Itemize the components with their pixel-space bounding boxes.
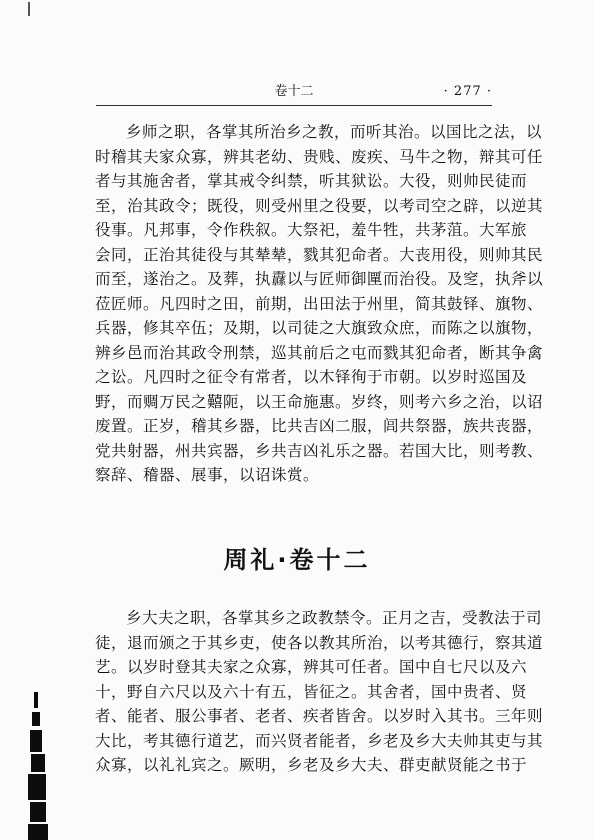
text-line: 野，而赒万民之囏阨，以王命施惠。岁终，则考六乡之治，以诏 (95, 392, 544, 411)
text-line: 众寡，以礼礼宾之。厥明，乡老及乡大夫、群吏献贤能之书于 (95, 756, 528, 774)
section-title: 周礼·卷十二 (223, 546, 371, 574)
text-line: 者与其施舍者，掌其戒令纠禁，听其狱讼。大役，则帅民徒而 (95, 172, 528, 190)
scan-edge-artifact (28, 692, 50, 840)
text-line: 乡大夫之职，各掌其乡之政教禁令。正月之吉，受教法于司 (126, 609, 543, 627)
text-line: 至，治其政令；既役，则受州里之役要，以考司空之辟，以逆其 (95, 196, 544, 215)
text-line: 大比，考其德行道艺，而兴贤者能者，乡老及乡大夫帅其吏与其 (95, 731, 544, 750)
text-line: 兵器，修其卒伍；及期，以司徒之大旗致众庶，而陈之以旗物， (95, 319, 544, 337)
text-line: 徒，退而颁之于其乡吏，使各以教其所治，以考其德行，察其道 (95, 633, 544, 652)
text-line: 者、能者、服公事者、老者、疾者皆舍。以岁时入其书。三年则 (95, 707, 544, 725)
text-line: 役事。凡邦事，令作秩叙。大祭祀，羞牛牲，共茅菹。大军旅 (95, 221, 528, 239)
text-line: 辨乡邑而治其政令刑禁，巡其前后之屯而戮其犯命者，断其争禽 (95, 343, 544, 362)
text-line: 而至，遂治之。及葬，执纛以与匠师御匰而治役。及窆，执斧以 (95, 270, 544, 288)
header-rule (96, 105, 492, 106)
text-line: 乡师之职，各掌其所治乡之教，而听其治。以国比之法，以 (126, 123, 543, 141)
running-head (96, 82, 492, 102)
text-line: 十，野自六尺以及六十有五，皆征之。其舍者，国中贵者、贤 (95, 682, 528, 701)
text-line: 察辞、稽器、展事，以诏诛赏。 (95, 466, 320, 484)
page-number: · 277 · (443, 84, 492, 99)
chapter-title: 卷十二 (274, 84, 314, 99)
text-line: 党共射器，州共宾器，乡共吉凶礼乐之器。若国大比，则考教、 (95, 441, 544, 460)
text-line: 废置。正岁，稽其乡器，比共吉凶二服，闾共祭器，族共丧器， (95, 417, 544, 435)
text-line: 莅匠师。凡四时之田，前期，出田法于州里，简其鼓铎、旗物、 (95, 294, 544, 313)
text-line: 时稽其夫家众寡，辨其老幼、贵贱、废疾、马牛之物，辩其可任 (95, 147, 544, 166)
text-line: 会同，正治其徒役与其辇辇，戮其犯命者。大丧用役，则帅其民 (95, 245, 544, 264)
paragraph-xiangshi (95, 120, 544, 488)
paragraph-xiangdafu (95, 606, 544, 778)
text-line: 之讼。凡四时之征令有常者，以木铎徇于市朝。以岁时巡国及 (95, 368, 528, 386)
page-corner-mark (28, 2, 36, 16)
text-line: 艺。以岁时登其夫家之众寡，辨其可任者。国中自七尺以及六 (95, 658, 528, 676)
